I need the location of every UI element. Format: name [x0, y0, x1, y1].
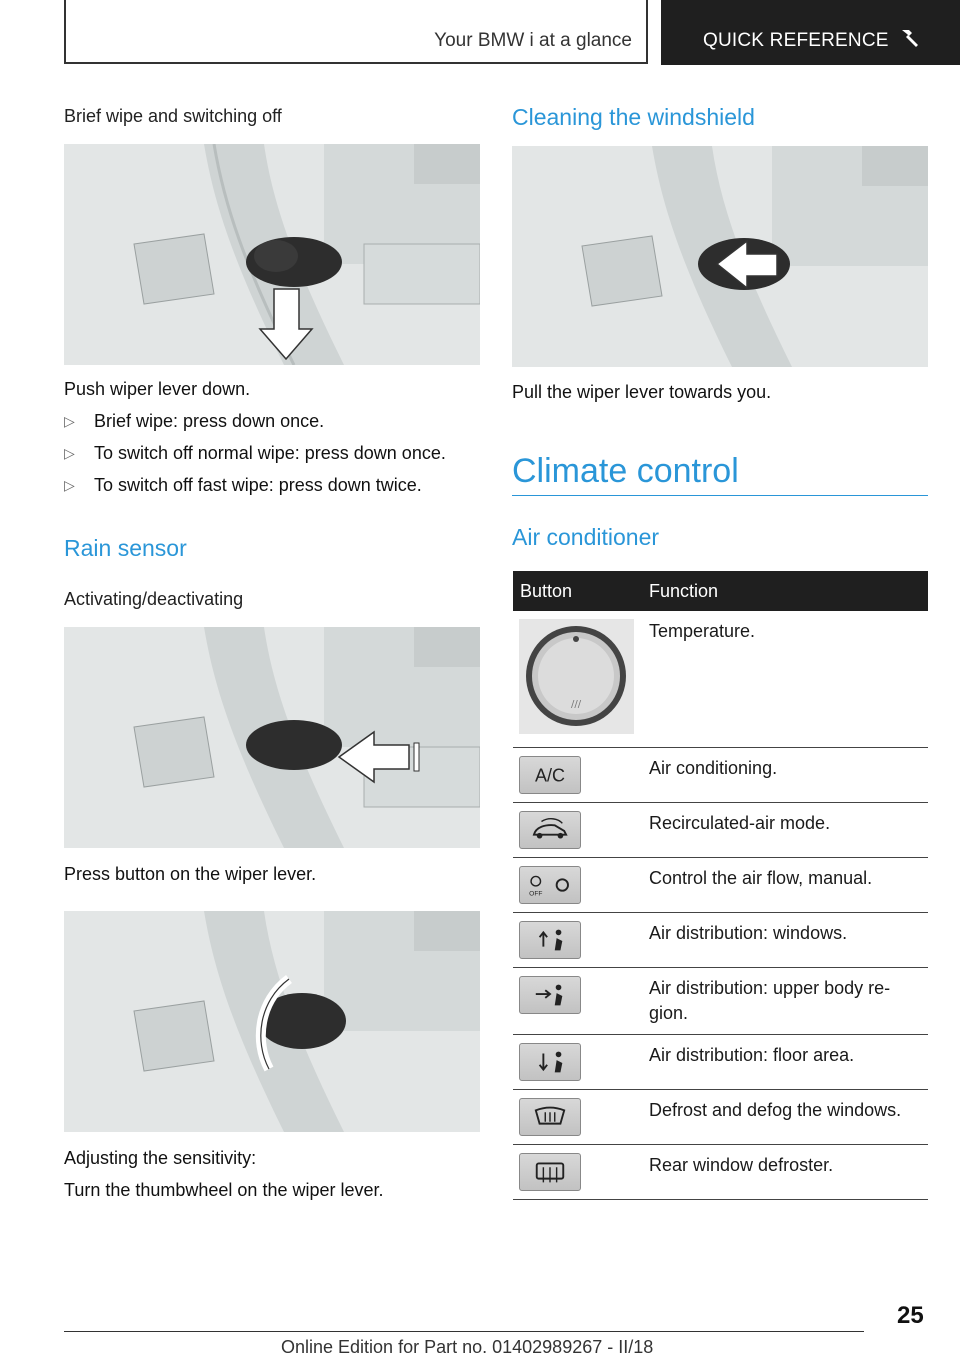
edition-footer: Online Edition for Part no. 01402989267 - II/18 [281, 1337, 654, 1357]
table-row [513, 748, 928, 803]
recirculation-icon [519, 811, 581, 849]
function-cell: Air distribution: floor area. [645, 1035, 928, 1090]
column-header-button: Button [513, 571, 645, 611]
svg-text:A/C: A/C [534, 765, 566, 786]
cleaning-heading: Cleaning the windshield [512, 104, 755, 130]
rear-defroster-icon [519, 1153, 581, 1191]
bullet-triangle-icon: ▷ [64, 413, 75, 429]
rain-sensor-heading: Rain sensor [64, 535, 187, 561]
function-cell: Defrost and defog the windows. [645, 1090, 928, 1145]
defrost-windshield-icon [519, 1098, 581, 1136]
adjust-instruction: Adjusting the sensitivity: [64, 1148, 257, 1168]
table-row [513, 1145, 928, 1200]
section-title: Your BMW i at a glance [434, 30, 632, 51]
table-row [513, 913, 928, 968]
function-cell: Air distribution: windows. [645, 913, 928, 968]
air-conditioner-heading: Air conditioner [512, 524, 660, 550]
rain-sensor-caption: Activating/deactivating [64, 589, 244, 609]
windshield-clean-illustration [512, 146, 928, 367]
press-instruction: Press button on the wiper lever. [64, 864, 317, 884]
function-cell: Air conditioning. [645, 748, 928, 803]
table-row [513, 611, 928, 748]
climate-control-heading: Climate control [512, 452, 739, 490]
rain-sensor-illustration [64, 627, 480, 848]
heading-rule [512, 495, 928, 496]
svg-text:///: /// [571, 699, 582, 710]
wiper-down-illustration [64, 144, 480, 365]
function-cell: Air distribution: upper body re- gion. [645, 968, 928, 1035]
air-upper-body-icon [519, 976, 581, 1014]
bullet-triangle-icon: ▷ [64, 477, 75, 493]
column-header-function: Function [645, 571, 928, 611]
page-number: 25 [897, 1302, 924, 1329]
function-cell: Recirculated-air mode. [645, 803, 928, 858]
ac-button-icon [519, 756, 581, 794]
table-row [513, 968, 928, 1035]
table-row [513, 1035, 928, 1090]
chapter-title: QUICK REFERENCE [703, 30, 889, 51]
push-instruction: Push wiper lever down. [64, 379, 251, 399]
table-row [513, 858, 928, 913]
sensitivity-illustration [64, 911, 480, 1132]
header-section-box [64, 0, 648, 64]
table-header-row [513, 571, 928, 611]
function-cell: Control the air flow, manual. [645, 858, 928, 913]
chapter-tab [661, 0, 960, 65]
temperature-knob-icon [519, 619, 634, 734]
turn-instruction: Turn the thumbwheel on the wiper lever. [64, 1180, 384, 1200]
air-conditioner-table [513, 571, 928, 1200]
table-row [513, 1090, 928, 1145]
function-cell: Temperature. [645, 611, 928, 748]
footer-rule [64, 1331, 864, 1332]
fan-off-icon [519, 866, 581, 904]
air-floor-icon [519, 1043, 581, 1081]
hammer-icon [899, 27, 921, 49]
table-row [513, 803, 928, 858]
bullet-triangle-icon: ▷ [64, 445, 75, 461]
function-cell: Rear window defroster. [645, 1145, 928, 1200]
svg-text:OFF: OFF [529, 890, 543, 898]
air-windows-icon [519, 921, 581, 959]
pull-instruction: Pull the wiper lever towards you. [512, 382, 772, 402]
brief-wipe-caption: Brief wipe and switching off [64, 106, 282, 126]
